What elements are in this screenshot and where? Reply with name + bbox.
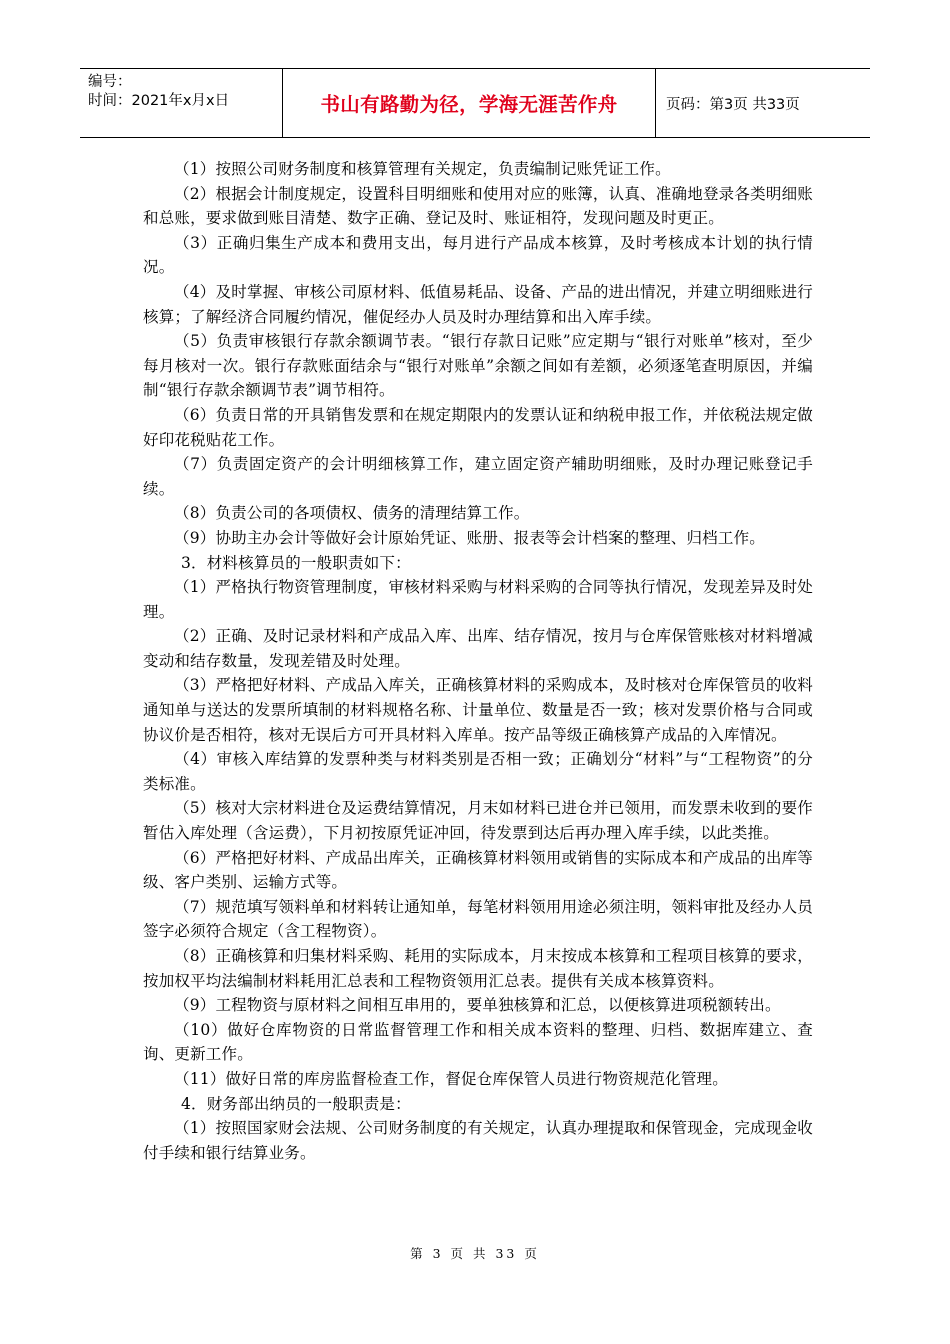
paragraph: （9）工程物资与原材料之间相互串用的，要单独核算和汇总，以便核算进项税额转出。 xyxy=(174,996,781,1015)
header-meta xyxy=(80,69,283,137)
paragraph: （1）按照公司财务制度和核算管理有关规定，负责编制记账凭证工作。 xyxy=(174,160,671,178)
paragraph: （7）规范填写领料单和材料转让通知单，每笔材料领用用途必须注明，领料审批及经办人员签字必须符合规定（含工程物资）。 xyxy=(143,897,813,941)
section-heading: 4．财务部出纳员的一般职责是： xyxy=(180,1094,411,1113)
paragraph: （3）正确归集生产成本和费用支出，每月进行产品成本核算，及时考核成本计划的执行情况。 xyxy=(143,233,813,277)
header-page-info: 页码：第3页 共33页 xyxy=(666,96,800,113)
document-body xyxy=(143,157,813,1165)
paragraph: （10）做好仓库物资的日常监督管理工作和相关成本资料的整理、归档、数据库建立、查询、更新工作。 xyxy=(143,1020,813,1064)
paragraph: （9）协助主办会计等做好会计原始凭证、账册、报表等会计档案的整理、归档工作。 xyxy=(174,528,765,547)
page-footer: 第 3 页 共 33 页 xyxy=(410,1246,540,1261)
page-header xyxy=(80,68,870,138)
section-heading: 3．材料核算员的一般职责如下： xyxy=(180,553,411,572)
paragraph: （2）根据会计制度规定，设置科目明细账和使用对应的账簿，认真、准确地登录各类明细账和总账，要求做到账目清楚、数字正确、登记及时、账证相符，发现问题及时更正。 xyxy=(143,184,813,228)
paragraph: （6）严格把好材料、产成品出库关，正确核算材料领用或销售的实际成本和产成品的出库等级、客户类别、运输方式等。 xyxy=(143,848,813,892)
paragraph: （4）及时掌握、审核公司原材料、低值易耗品、设备、产品的进出情况，并建立明细账进行核算；了解经济合同履约情况，催促经办人员及时办理结算和出入库手续。 xyxy=(143,282,813,326)
paragraph: （8）正确核算和归集材料采购、耗用的实际成本，月末按成本核算和工程项目核算的要求，按加权平均法编制材料耗用汇总表和工程物资领用汇总表。提供有关成本核算资料。 xyxy=(143,947,813,990)
paragraph: （7）负责固定资产的会计明细核算工作，建立固定资产辅助明细账，及时办理记账登记手续。 xyxy=(143,455,813,498)
document-date: 时间：2021年x月x日 xyxy=(88,93,230,109)
header-motto: 书山有路勤为径，学海无涯苦作舟 xyxy=(283,69,656,137)
paragraph: （5）负责审核银行存款余额调节表。“银行存款日记账”应定期与“银行对账单”核对，至少每月核对一次。银行存款账面结余与“银行对账单”余额之间如有差额，必须逐笔查明原因，并编制“银行存款余额调节表”调节相符。 xyxy=(143,332,813,400)
paragraph: （4）审核入库结算的发票种类与材料类别是否相一致；正确划分“材料”与“工程物资”的分类标准。 xyxy=(143,750,813,793)
paragraph: （3）严格把好材料、产成品入库关，正确核算材料的采购成本，及时核对仓库保管员的收料通知单与送达的发票所填制的材料规格名称、计量单位、数量是否一致；核对发票价格与合同或协议价是否相符，核对无误后方可开具材料入库单。按产品等级正确核算产成品的入库情况。 xyxy=(143,676,813,744)
paragraph: （11）做好日常的库房监督检查工作，督促仓库保管人员进行物资规范化管理。 xyxy=(174,1069,728,1088)
paragraph: （1）严格执行物资管理制度，审核材料采购与材料采购的合同等执行情况，发现差异及时处理。 xyxy=(143,578,813,621)
paragraph: （8）负责公司的各项债权、债务的清理结算工作。 xyxy=(174,504,530,523)
paragraph: （5）核对大宗材料进仓及运费结算情况，月末如材料已进仓并已领用，而发票未收到的要作暂估入库处理（含运费），下月初按原凭证冲回，待发票到达后再办理入库手续，以此类推。 xyxy=(143,799,813,843)
paragraph: （2）正确、及时记录材料和产成品入库、出库、结存情况，按月与仓库保管账核对材料增减变动和结存数量，发现差错及时处理。 xyxy=(143,627,813,670)
paragraph: （1）按照国家财会法规、公司财务制度的有关规定，认真办理提取和保管现金，完成现金收付手续和银行结算业务。 xyxy=(143,1119,813,1162)
paragraph: （6）负责日常的开具销售发票和在规定期限内的发票认证和纳税申报工作，并依税法规定做好印花税贴花工作。 xyxy=(143,405,813,449)
document-number-label: 编号： xyxy=(88,74,132,90)
